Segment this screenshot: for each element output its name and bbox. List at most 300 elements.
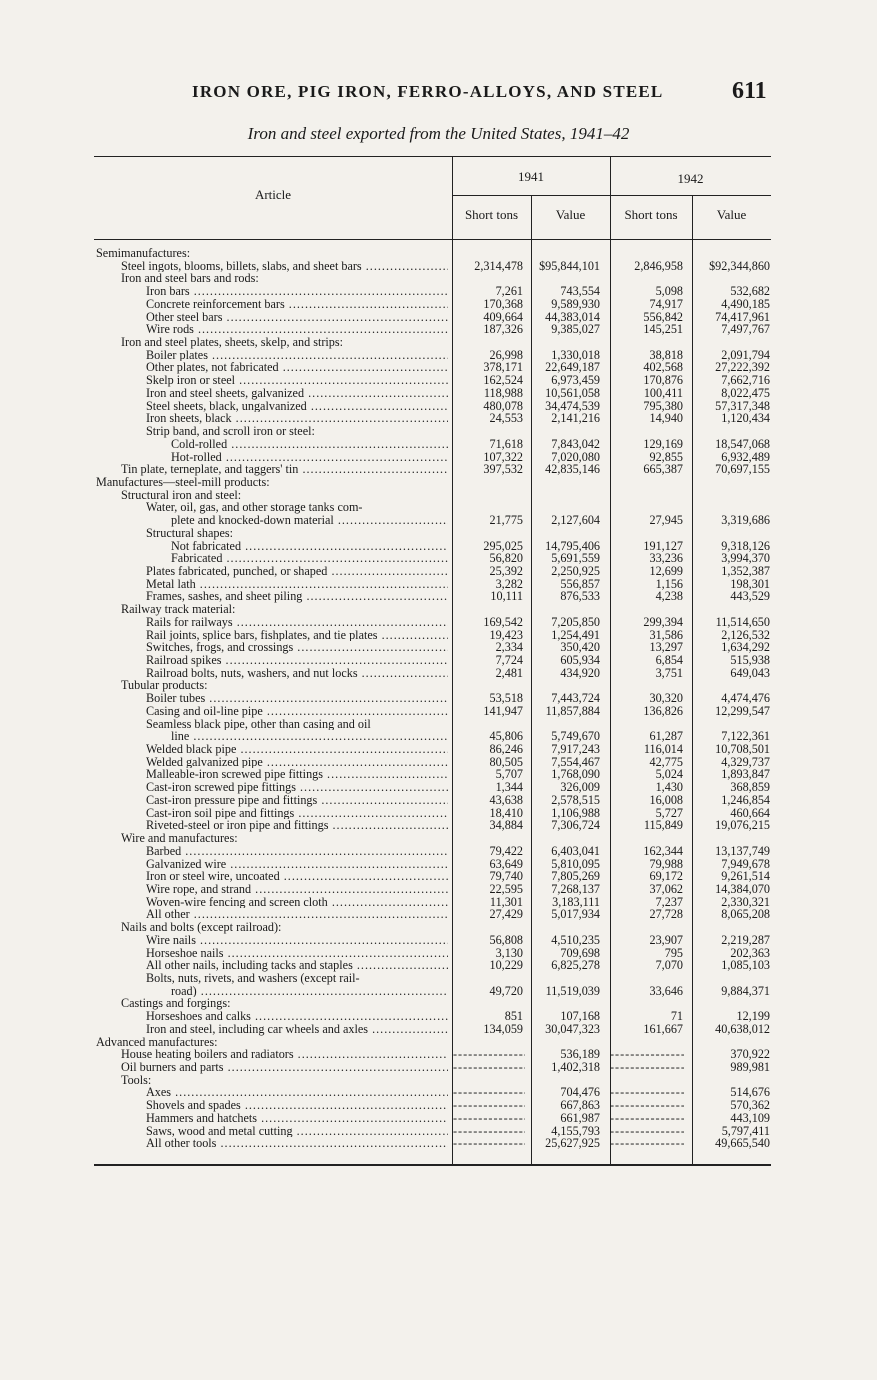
- value-1942-cell: 1,352,387: [721, 563, 770, 578]
- article-label: [146, 1125, 448, 1138]
- short-tons-1941-cell: 25,392: [489, 563, 523, 578]
- value-1941-cell: 2,141,216: [551, 411, 600, 426]
- table-row: [94, 374, 771, 387]
- article-label: [146, 858, 448, 871]
- table-row: [94, 883, 771, 896]
- value-1942-cell: 443,109: [730, 1110, 770, 1125]
- table-row: [94, 1099, 771, 1112]
- article-label: [146, 883, 448, 896]
- short-tons-1941-cell: 141,947: [483, 703, 523, 718]
- value-1941-cell: 5,017,934: [551, 907, 600, 922]
- article-label: [146, 565, 448, 578]
- short-tons-1941-header: Short tons: [464, 207, 519, 222]
- article-text: Tin plate, terneplate, and taggers' tin: [121, 463, 299, 476]
- article-label: [171, 552, 448, 565]
- value-1942-cell: 989,981: [730, 1060, 770, 1074]
- short-tons-1941-cell: 5,707: [495, 767, 523, 782]
- article-label: [121, 336, 448, 349]
- article-text: Castings and forgings:: [121, 997, 231, 1011]
- article-label: [146, 908, 448, 921]
- short-tons-1941-cell: 79,422: [489, 843, 523, 858]
- short-tons-1942-cell: 145,251: [643, 322, 683, 337]
- article-label: [146, 285, 448, 298]
- article-label: [121, 1074, 448, 1087]
- article-text: Strip band, and scroll iron or steel:: [146, 425, 315, 438]
- value-1942-cell: 460,664: [730, 805, 770, 820]
- empty-cell-dash: [453, 1061, 525, 1074]
- article-text: Rail joints, splice bars, fishplates, and tie plates: [146, 628, 378, 642]
- value-1941-cell: 44,383,014: [545, 309, 600, 324]
- article-label: [121, 921, 448, 934]
- value-1942-cell: 1,634,292: [721, 640, 770, 655]
- short-tons-1942-cell: 2,846,958: [634, 258, 683, 273]
- short-tons-1941-cell: 2,314,478: [474, 258, 523, 273]
- table-row: [94, 1112, 771, 1125]
- value-1941-cell: 5,691,559: [551, 551, 600, 566]
- value-1941-cell: 876,533: [560, 589, 600, 604]
- short-tons-1942-cell: 162,344: [643, 843, 683, 858]
- article-text: Water, oil, gas, and other storage tanks com-: [146, 501, 363, 515]
- short-tons-1942-cell: 402,568: [643, 360, 683, 375]
- article-label: [146, 756, 448, 769]
- article-label: [96, 247, 448, 260]
- value-1941-cell: 1,106,988: [551, 805, 600, 820]
- value-1942-cell: 40,638,012: [715, 1021, 770, 1036]
- article-label: [121, 679, 448, 692]
- value-1941-cell: 7,205,850: [551, 614, 600, 629]
- article-label: [171, 730, 448, 743]
- article-text: Cast-iron soil pipe and fittings: [146, 806, 295, 820]
- article-label: [121, 272, 448, 285]
- short-tons-1941-cell: 170,368: [483, 296, 523, 311]
- article-text: Axes: [146, 1086, 172, 1100]
- short-tons-1942-cell: 299,394: [643, 614, 683, 629]
- article-text: Railroad spikes: [146, 654, 222, 667]
- article-label: [146, 667, 448, 680]
- value-1941-cell: 605,934: [560, 653, 600, 667]
- article-text: All other: [146, 908, 190, 922]
- short-tons-1942-cell: 23,907: [649, 932, 683, 947]
- empty-cell-dash: [610, 1061, 684, 1074]
- table-row: [94, 590, 771, 603]
- article-label: [146, 1086, 448, 1099]
- short-tons-1942-cell: 136,826: [643, 703, 683, 718]
- article-text: Hammers and hatchets: [146, 1111, 258, 1125]
- table-row: [94, 565, 771, 578]
- empty-cell-dash: [453, 1086, 525, 1099]
- short-tons-1941-cell: 79,740: [489, 869, 523, 884]
- article-label: [146, 641, 448, 654]
- value-1942-cell: 49,665,540: [715, 1136, 770, 1151]
- short-tons-1941-cell: 11,301: [489, 894, 523, 909]
- table-row: [94, 819, 771, 832]
- value-1941-cell: 1,768,090: [551, 767, 600, 782]
- empty-cell-dash: [610, 1137, 684, 1150]
- value-1942-cell: 1,085,103: [721, 958, 770, 973]
- table-row: [94, 1137, 771, 1150]
- table-row: [94, 260, 771, 273]
- short-tons-1941-cell: 19,423: [489, 627, 523, 642]
- short-tons-1941-cell: 187,326: [483, 322, 523, 337]
- short-tons-1942-cell: 795: [664, 945, 683, 960]
- article-label: [146, 807, 448, 820]
- table-row: [94, 514, 771, 527]
- value-1941-cell: 3,183,111: [552, 894, 600, 909]
- article-text: Cold-rolled: [171, 437, 228, 451]
- value-1942-cell: 6,932,489: [721, 449, 770, 464]
- short-tons-1942-header: Short tons: [624, 207, 678, 222]
- value-1942-cell: 532,682: [730, 284, 770, 299]
- value-1942-cell: 8,065,208: [721, 907, 770, 922]
- value-1942-cell: 7,122,361: [721, 729, 770, 744]
- short-tons-1941-cell: 134,059: [483, 1021, 523, 1036]
- article-label: [146, 705, 448, 718]
- article-text: Wire nails: [146, 933, 196, 947]
- short-tons-1941-cell: 86,246: [489, 742, 523, 757]
- short-tons-1941-cell: 34,884: [489, 818, 523, 833]
- empty-cell-dash: [610, 1099, 684, 1112]
- short-tons-1941-cell: 49,720: [489, 983, 523, 998]
- article-text: Wire and manufactures:: [121, 832, 238, 845]
- value-1941-cell: 6,973,459: [551, 373, 600, 388]
- value-1941-cell: 7,843,042: [551, 436, 600, 451]
- short-tons-1941-cell: 2,334: [495, 640, 523, 655]
- article-label: [96, 1036, 448, 1049]
- article-label: [96, 476, 448, 489]
- value-1942-cell: 1,120,434: [721, 411, 770, 426]
- value-1941-cell: 7,443,724: [551, 691, 600, 706]
- short-tons-1941-cell: 851: [504, 1009, 523, 1024]
- value-1941-cell: 30,047,323: [545, 1021, 600, 1036]
- short-tons-1942-cell: 115,849: [643, 818, 683, 833]
- article-text: Horseshoe nails: [146, 946, 224, 960]
- article-text: Switches, frogs, and crossings: [146, 641, 294, 655]
- article-label: [121, 260, 448, 273]
- short-tons-1942-cell: 100,411: [643, 385, 683, 400]
- table-row: [94, 692, 771, 705]
- value-1941-cell: 34,474,539: [545, 398, 600, 413]
- table-row: [94, 323, 771, 336]
- article-label: [146, 1023, 448, 1036]
- article-text: Saws, wood and metal cutting: [146, 1124, 293, 1138]
- value-1942-cell: $92,344,860: [709, 258, 770, 273]
- value-1941-cell: 326,009: [560, 780, 600, 795]
- article-text: Oil burners and parts: [121, 1061, 224, 1074]
- article-text: Rails for railways: [146, 615, 233, 629]
- short-tons-1942-cell: 7,237: [655, 894, 683, 909]
- article-text: Nails and bolts (except railroad):: [121, 921, 282, 934]
- short-tons-1941-cell: 480,078: [483, 398, 523, 413]
- value-1941-cell: 9,589,930: [551, 296, 600, 311]
- article-label: [146, 1099, 448, 1112]
- empty-cell-dash: [610, 1086, 684, 1099]
- value-1942-cell: 515,938: [730, 653, 770, 667]
- table-row: [94, 1061, 771, 1074]
- short-tons-1942-cell: 61,287: [649, 729, 683, 744]
- value-1942-cell: 4,329,737: [721, 754, 770, 769]
- value-1942-cell: 4,490,185: [721, 296, 770, 311]
- article-text: Other plates, not fabricated: [146, 361, 279, 375]
- article-text: All other tools: [146, 1137, 217, 1151]
- short-tons-1942-cell: 38,818: [649, 347, 683, 362]
- article-text: Other steel bars: [146, 310, 223, 324]
- year-1942-header: 1942: [677, 171, 704, 186]
- article-text: Railway track material:: [121, 603, 236, 616]
- table-top-rule: [94, 156, 771, 157]
- table-row: [94, 247, 771, 260]
- article-text: road): [171, 984, 197, 998]
- value-1942-cell: 368,859: [730, 780, 770, 795]
- table-row: [94, 387, 771, 400]
- table-row: [94, 438, 771, 451]
- article-text: Semimanufactures:: [96, 247, 191, 260]
- table-row: [94, 489, 771, 502]
- page-number: 611: [732, 78, 767, 104]
- short-tons-1941-cell: 43,638: [489, 792, 523, 807]
- article-label: [146, 387, 448, 400]
- running-title: IRON ORE, PIG IRON, FERRO-ALLOYS, AND STEEL: [192, 82, 664, 101]
- short-tons-1941-cell: 7,261: [495, 284, 523, 299]
- value-1941-cell: 11,857,884: [545, 703, 600, 718]
- short-tons-1941-cell: 21,775: [489, 513, 523, 528]
- article-text: Iron and steel bars and rods:: [121, 272, 259, 286]
- empty-cell-dash: [453, 1112, 525, 1125]
- value-1942-cell: 202,363: [730, 945, 770, 960]
- short-tons-1941-cell: 71,618: [489, 436, 523, 451]
- article-label: [146, 845, 448, 858]
- value-1941-cell: 1,402,318: [551, 1060, 600, 1074]
- value-1941-cell: 667,863: [560, 1098, 600, 1113]
- short-tons-1942-cell: 13,297: [649, 640, 683, 655]
- article-text: Seamless black pipe, other than casing and oil: [146, 717, 371, 731]
- article-text: Steel ingots, blooms, billets, slabs, and sheet bars: [121, 259, 362, 273]
- short-tons-1941-cell: 3,130: [495, 945, 523, 960]
- table-bottom-rule: [94, 1164, 771, 1166]
- short-tons-1942-cell: 556,842: [643, 309, 683, 324]
- short-tons-1941-cell: 53,518: [489, 691, 523, 706]
- article-text: House heating boilers and radiators: [121, 1048, 294, 1062]
- table-row: [94, 832, 771, 845]
- article-label: [171, 985, 448, 998]
- short-tons-1941-cell: 7,724: [495, 653, 523, 667]
- value-1942-cell: 5,797,411: [721, 1123, 770, 1138]
- value-1941-cell: 11,519,039: [545, 983, 600, 998]
- value-1941-cell: 661,987: [560, 1110, 600, 1125]
- table-row: [94, 705, 771, 718]
- table-body: [94, 247, 771, 1150]
- value-1941-cell: 704,476: [560, 1085, 600, 1100]
- table-row: [94, 1010, 771, 1023]
- value-1942-cell: 13,137,749: [715, 843, 770, 858]
- value-1941-cell: 2,250,925: [551, 563, 600, 578]
- table-row: [94, 921, 771, 934]
- value-1942-header: Value: [716, 207, 747, 222]
- article-text: line: [171, 730, 190, 744]
- table-row: [94, 1086, 771, 1099]
- header-bottom-rule: [94, 239, 771, 240]
- value-1941-cell: 7,805,269: [551, 869, 600, 884]
- article-label: [171, 540, 448, 553]
- short-tons-1941-cell: 22,595: [489, 881, 523, 896]
- article-label: [121, 997, 448, 1010]
- article-text: Metal lath: [146, 577, 196, 591]
- article-text: Boiler plates: [146, 348, 208, 362]
- value-1942-cell: 370,922: [730, 1047, 770, 1062]
- short-tons-1942-cell: 665,387: [643, 462, 683, 477]
- value-1941-cell: 7,554,467: [551, 754, 600, 769]
- table-row: [94, 336, 771, 349]
- value-1942-cell: 14,384,070: [715, 881, 770, 896]
- article-label: [171, 514, 448, 527]
- article-label: [146, 400, 448, 413]
- table-row: [94, 412, 771, 425]
- short-tons-1941-cell: 162,524: [483, 373, 523, 388]
- article-label: [146, 590, 448, 603]
- value-1942-cell: 7,662,716: [721, 373, 770, 388]
- article-text: Manufactures—steel-mill products:: [96, 475, 270, 489]
- short-tons-1942-cell: 129,169: [643, 436, 683, 451]
- table-row: [94, 908, 771, 921]
- value-1942-cell: 57,317,348: [715, 398, 770, 413]
- article-label: [146, 323, 448, 336]
- article-label: [146, 692, 448, 705]
- article-text: Iron bars: [146, 285, 190, 298]
- article-text: Horseshoes and calks: [146, 1010, 251, 1023]
- value-1941-cell: 2,578,515: [551, 792, 600, 807]
- article-label: [146, 781, 448, 794]
- value-1942-cell: 7,497,767: [721, 322, 770, 337]
- short-tons-1942-cell: 16,008: [649, 792, 683, 807]
- short-tons-1942-cell: 5,024: [655, 767, 683, 782]
- short-tons-1941-cell: 169,542: [483, 614, 523, 629]
- short-tons-1942-cell: 27,728: [649, 907, 683, 922]
- article-text: Structural iron and steel:: [121, 488, 242, 502]
- empty-cell-dash: [453, 1099, 525, 1112]
- article-text: Railroad bolts, nuts, washers, and nut locks: [146, 666, 358, 680]
- article-text: Boiler tubes: [146, 692, 206, 705]
- article-text: Malleable-iron screwed pipe fittings: [146, 768, 323, 782]
- short-tons-1941-cell: 1,344: [495, 780, 523, 795]
- short-tons-1942-cell: 42,775: [649, 754, 683, 769]
- value-1942-cell: 11,514,650: [715, 614, 770, 629]
- article-label: [146, 947, 448, 960]
- value-1942-cell: 2,330,321: [721, 894, 770, 909]
- value-1941-cell: $95,844,101: [539, 258, 600, 273]
- short-tons-1942-cell: 1,430: [655, 780, 683, 795]
- short-tons-1941-cell: 63,649: [489, 856, 523, 871]
- article-text: Tubular products:: [121, 679, 208, 693]
- article-label: [146, 870, 448, 883]
- article-text: Concrete reinforcement bars: [146, 297, 285, 311]
- table-title: Iron and steel exported from the United States, 1941–42: [247, 124, 630, 143]
- article-text: Barbed: [146, 844, 182, 858]
- article-header: Article: [254, 187, 292, 202]
- short-tons-1942-cell: 71: [670, 1009, 683, 1024]
- value-1942-cell: 9,884,371: [721, 983, 770, 998]
- value-1942-cell: 3,994,370: [721, 551, 770, 566]
- value-1941-cell: 709,698: [560, 945, 600, 960]
- article-text: Tools:: [121, 1073, 152, 1087]
- value-1941-header: Value: [555, 207, 586, 222]
- value-1942-cell: 8,022,475: [721, 385, 770, 400]
- page-header: [0, 78, 877, 108]
- short-tons-1941-cell: 378,171: [483, 360, 523, 375]
- short-tons-1942-cell: 191,127: [643, 538, 683, 553]
- article-label: [146, 349, 448, 362]
- article-label: [146, 527, 448, 540]
- short-tons-1942-cell: 79,988: [649, 856, 683, 871]
- table-row: [94, 298, 771, 311]
- article-text: Iron and steel, including car wheels and axles: [146, 1022, 369, 1036]
- article-label: [171, 438, 448, 451]
- article-text: Hot-rolled: [171, 450, 222, 464]
- article-label: [146, 629, 448, 642]
- article-label: [146, 616, 448, 629]
- value-1941-cell: 14,795,406: [545, 538, 600, 553]
- table-row: [94, 781, 771, 794]
- article-label: [146, 654, 448, 667]
- table-row: [94, 476, 771, 489]
- empty-cell-dash: [453, 1125, 525, 1138]
- table-row: [94, 616, 771, 629]
- short-tons-1941-cell: 2,481: [495, 665, 523, 680]
- value-1941-cell: 7,306,724: [551, 818, 600, 833]
- article-label: [146, 972, 448, 985]
- article-label: [146, 743, 448, 756]
- short-tons-1942-cell: 5,098: [655, 284, 683, 299]
- value-1942-cell: 2,091,794: [721, 347, 770, 362]
- article-label: [146, 896, 448, 909]
- value-1941-cell: 6,825,278: [551, 958, 600, 973]
- value-1941-cell: 1,254,491: [551, 627, 600, 642]
- article-label: [171, 451, 448, 464]
- article-text: Iron or steel wire, uncoated: [146, 870, 280, 883]
- article-label: [146, 361, 448, 374]
- short-tons-1941-cell: 45,806: [489, 729, 523, 744]
- value-1941-cell: 107,168: [560, 1009, 600, 1024]
- export-table: [94, 156, 771, 1168]
- article-label: [146, 1137, 448, 1150]
- article-text: Advanced manufactures:: [96, 1035, 218, 1049]
- table-row: [94, 845, 771, 858]
- value-1942-cell: 12,299,547: [715, 703, 770, 718]
- article-text: plete and knocked-down material: [171, 514, 334, 527]
- value-1941-cell: 2,127,604: [551, 513, 600, 528]
- article-label: [146, 425, 448, 438]
- table-row: [94, 794, 771, 807]
- short-tons-1941-cell: 107,322: [483, 449, 523, 464]
- table-row: [94, 285, 771, 298]
- short-tons-1941-cell: 10,111: [490, 589, 523, 604]
- table-row: [94, 425, 771, 438]
- empty-cell-dash: [610, 1048, 684, 1061]
- article-text: Not fabricated: [171, 539, 242, 553]
- value-1942-cell: 18,547,068: [715, 436, 770, 451]
- value-1942-cell: 27,222,392: [715, 360, 770, 375]
- article-label: [121, 1061, 448, 1074]
- article-text: Fabricated: [171, 552, 223, 565]
- value-1942-cell: 7,949,678: [721, 856, 770, 871]
- value-1942-cell: 649,043: [730, 665, 770, 680]
- short-tons-1942-cell: 161,667: [643, 1021, 683, 1036]
- short-tons-1942-cell: 27,945: [649, 513, 683, 528]
- year-rule: [452, 195, 771, 196]
- short-tons-1942-cell: 74,917: [649, 296, 683, 311]
- short-tons-1941-cell: 10,229: [489, 958, 523, 973]
- short-tons-1942-cell: 795,380: [643, 398, 683, 413]
- article-label: [146, 374, 448, 387]
- value-1941-cell: 556,857: [560, 576, 600, 591]
